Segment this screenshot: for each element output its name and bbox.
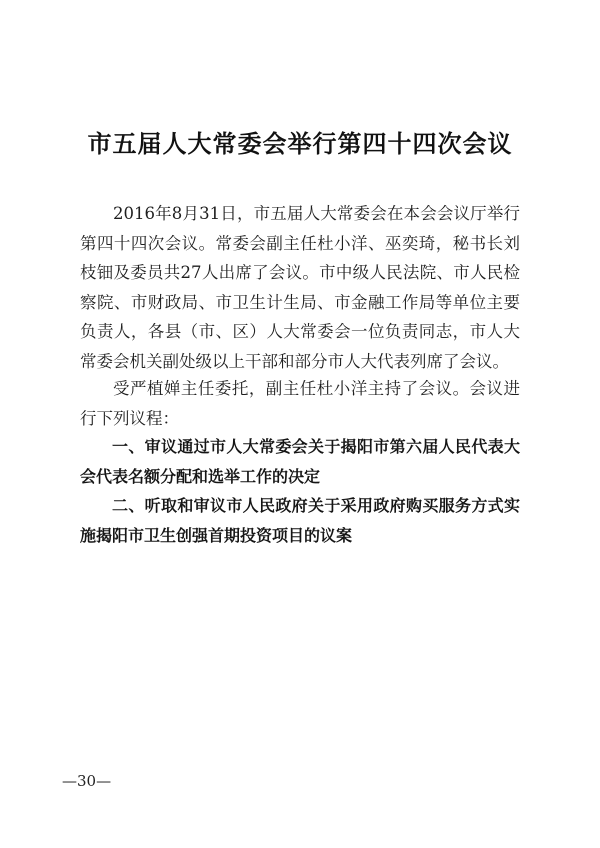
agenda-item-1: 一、审议通过市人大常委会关于揭阳市第六届人民代表大会代表名额分配和选举工作的决定: [80, 437, 520, 486]
paragraph-agenda-intro: 受严植婵主任委托，副主任杜小洋主持了会议。会议进行下列议程：: [80, 379, 520, 428]
page-number: —30—: [62, 772, 112, 790]
paragraph-meeting-info: 2016年8月31日，市五届人大常委会在本会会议厅举行第四十四次会议。常委会副主任杜小洋、巫奕琦，秘书长刘枝钿及委员共27人出席了会议。市中级人民法院、市人民检察院、市财政局、市卫生计生局、市金融工作局等单位主要负责人，各县（市、区）人大常委会一位负责同志，市人大常委会机关副处级以上干部和部分市人大代表列席了会议。: [80, 204, 520, 371]
page-title: 市五届人大常委会举行第四十四次会议: [87, 130, 513, 158]
agenda-item-2: 二、听取和审议市人民政府关于采用政府购买服务方式实施揭阳市卫生创强首期投资项目的议案: [80, 496, 520, 545]
